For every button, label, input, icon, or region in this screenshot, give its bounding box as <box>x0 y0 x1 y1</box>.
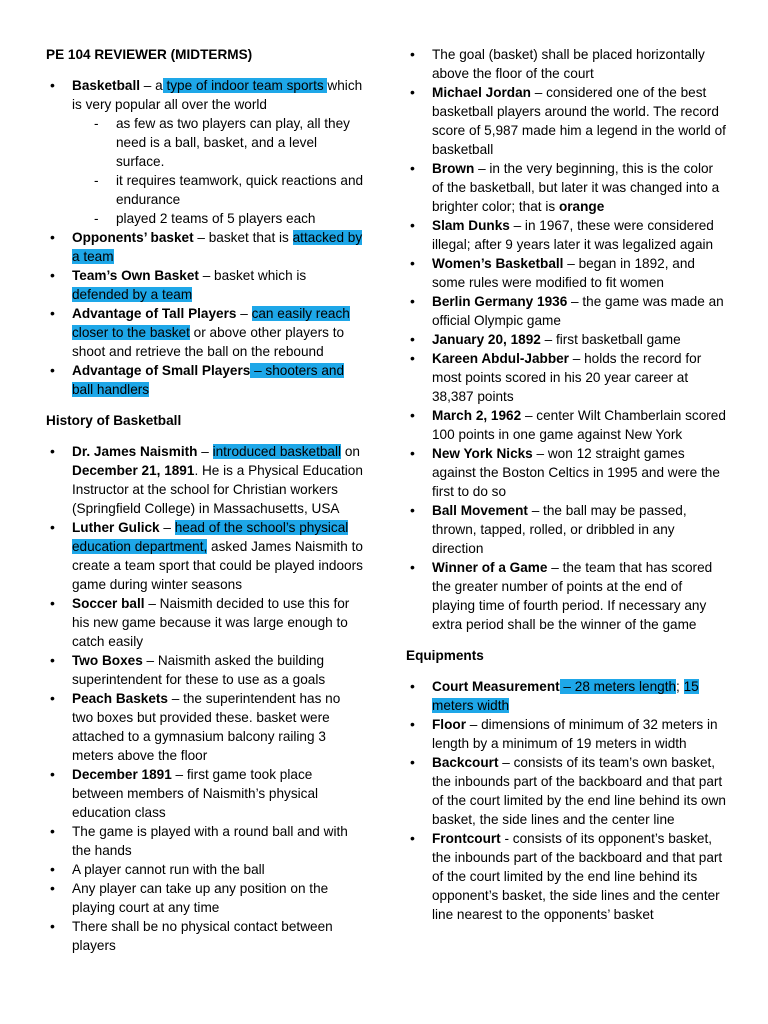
list-item <box>46 689 364 765</box>
body-text: – first game took place between members of Naismith’s physical education class <box>72 767 319 820</box>
list-item <box>406 349 726 406</box>
sub-list-item: - it requires teamwork, quick reactions and endurance <box>94 171 364 209</box>
body-text: The game is played with a round ball and with the hands <box>72 824 348 858</box>
bold-term: Team’s Own Basket <box>72 268 199 283</box>
body-text: – the ball may be passed, thrown, tapped, rolled, or dribbled in any direction <box>432 503 687 556</box>
body-text: – a <box>140 78 163 93</box>
highlighted-text: 15 meters width <box>432 679 699 713</box>
body-text: asked James Naismith to create a team sport that could be played indoors game during winter seasons <box>72 539 363 592</box>
list-item <box>406 159 726 216</box>
right-column <box>406 0 726 924</box>
bold-term: Backcourt <box>432 755 499 770</box>
intro-list <box>46 76 364 399</box>
list-item <box>406 216 726 254</box>
highlighted-text: defended by a team <box>72 287 193 302</box>
list-item <box>406 254 726 292</box>
list-item <box>406 677 726 715</box>
rules-list <box>406 45 726 634</box>
list-item <box>46 917 364 955</box>
body-text: – basket that is <box>193 230 293 245</box>
list-item <box>46 594 364 651</box>
left-column <box>46 0 364 955</box>
body-text: Any player can take up any position on the playing court at any time <box>72 881 329 915</box>
body-text: – first basketball game <box>540 332 681 347</box>
bold-term: Two Boxes <box>72 653 143 668</box>
body-text: – the superintendent has no two boxes but provided these. basket were attached to a gymnasium balcony railing 3 meters above the floor <box>72 691 341 763</box>
sub-list-item: - as few as two players can play, all they need is a ball, basket, and a level surface. <box>94 114 364 171</box>
list-item <box>46 304 364 361</box>
list-item <box>406 753 726 829</box>
bold-term: Women’s Basketball <box>432 256 564 271</box>
bold-term: Advantage of Small Players <box>72 363 251 378</box>
bold-term: New York Nicks <box>432 446 533 461</box>
body-text: – Naismith asked the building superintendent for these to use as a goals <box>72 653 326 687</box>
list-item <box>46 76 364 228</box>
body-text: – considered one of the best basketball players around the world. The record score of 5,987 made him a legend in the world of basketball <box>432 85 726 157</box>
sub-list-item: - played 2 teams of 5 players each <box>94 209 364 228</box>
bold-term: Basketball <box>72 78 141 93</box>
bold-term: Winner of a Game <box>432 560 548 575</box>
bold-term: Court Measurement <box>432 679 560 694</box>
body-text: – the team that has scored the greater number of points at the end of playing time of fourth period. If necessary any extra period shall be the winner of the game <box>432 560 713 632</box>
body-text: A player cannot run with the ball <box>72 862 265 877</box>
body-text: or above other players to shoot and retrieve the ball on the rebound <box>72 325 345 359</box>
list-item <box>406 444 726 501</box>
list-item <box>406 83 726 159</box>
bold-term: Opponents’ basket <box>72 230 194 245</box>
sub-list <box>72 114 364 228</box>
bold-term: orange <box>558 199 605 214</box>
body-text: – dimensions of minimum of 32 meters in length by a minimum of 19 meters in width <box>432 717 718 751</box>
body-text: The goal (basket) shall be placed horizontally above the floor of the court <box>432 47 705 81</box>
highlighted-text: attacked by a team <box>72 230 363 264</box>
equipments-heading: Equipments <box>406 648 484 663</box>
highlighted-text: can easily reach closer to the basket <box>72 306 350 340</box>
body-text: - consists of its opponent’s basket, the inbounds part of the backboard and that part of the court limited by the end line behind its opponent’s basket, the side lines and the center line nearest to the opponents’ basket <box>432 831 723 922</box>
body-text: – basket which is <box>198 268 307 283</box>
body-text: – won 12 straight games against the Boston Celtics in 1995 and were the first to do so <box>432 446 720 499</box>
body-text: – <box>236 306 252 321</box>
bold-term: Peach Baskets <box>72 691 168 706</box>
history-list <box>46 442 364 955</box>
list-item <box>406 330 726 349</box>
list-item <box>46 266 364 304</box>
body-text: – the game was made an official Olympic game <box>432 294 724 328</box>
list-item <box>46 228 364 266</box>
body-text: . He is a Physical Education Instructor at the school for Christian workers (Springfield College) in Massachusetts, USA <box>72 463 363 516</box>
history-heading: History of Basketball <box>46 413 182 428</box>
bold-term: Ball Movement <box>432 503 528 518</box>
list-item <box>406 292 726 330</box>
highlighted-text: type of indoor team sports <box>162 78 328 93</box>
body-text: – center Wilt Chamberlain scored 100 points in one game against New York <box>432 408 726 442</box>
list-item <box>46 651 364 689</box>
bold-term: Frontcourt <box>432 831 501 846</box>
list-item <box>46 822 364 860</box>
bold-term: Brown <box>432 161 475 176</box>
list-item <box>46 442 364 518</box>
body-text: – began in 1892, and some rules were modified to fit women <box>432 256 695 290</box>
list-item <box>406 45 726 83</box>
list-item <box>46 765 364 822</box>
bold-term: Kareen Abdul-Jabber <box>432 351 569 366</box>
list-item <box>406 406 726 444</box>
body-text: – in 1967, these were considered illegal; after 9 years later it was legalized again <box>432 218 714 252</box>
body-text: There shall be no physical contact between players <box>72 919 333 953</box>
equipments-list <box>406 677 726 924</box>
list-item <box>406 501 726 558</box>
body-text: – in the very beginning, this is the color of the basketball, but later it was changed into a brighter color; that is <box>432 161 720 214</box>
list-item <box>46 518 364 594</box>
list-item <box>46 361 364 399</box>
bold-term: Michael Jordan <box>432 85 531 100</box>
bold-term: December 1891 <box>72 767 172 782</box>
bold-term: Berlin Germany 1936 <box>432 294 568 309</box>
list-item <box>46 860 364 879</box>
body-text: ; <box>676 679 684 694</box>
body-text: – holds the record for most points scored in his 20 year career at 38,387 points <box>432 351 702 404</box>
bold-term: Slam Dunks <box>432 218 510 233</box>
highlighted-text: head of the school’s physical education department, <box>72 520 349 554</box>
body-text: – <box>197 444 213 459</box>
list-item <box>46 879 364 917</box>
body-text: – <box>159 520 175 535</box>
bold-term: December 21, 1891 <box>72 463 195 478</box>
bold-term: Dr. James Naismith <box>72 444 198 459</box>
bold-term: Advantage of Tall Players <box>72 306 237 321</box>
highlighted-text: – shooters and ball handlers <box>72 363 345 397</box>
bold-term: Floor <box>432 717 466 732</box>
list-item <box>406 558 726 634</box>
bold-term: March 2, 1962 <box>432 408 522 423</box>
document-title: PE 104 REVIEWER (MIDTERMS) <box>46 47 253 62</box>
body-text: – Naismith decided to use this for his new game because it was large enough to catch easily <box>72 596 350 649</box>
body-text: on <box>341 444 360 459</box>
highlighted-text: – 28 meters length <box>559 679 677 694</box>
bold-term: Soccer ball <box>72 596 145 611</box>
body-text: – consists of its team’s own basket, the inbounds part of the backboard and that part of the court limited by the end line behind its own basket, the side lines and the center line <box>432 755 726 827</box>
highlighted-text: introduced basketball <box>212 444 342 459</box>
list-item <box>406 829 726 924</box>
body-text: which is very popular all over the world <box>72 78 363 112</box>
bold-term: January 20, 1892 <box>432 332 541 347</box>
bold-term: Luther Gulick <box>72 520 160 535</box>
list-item <box>406 715 726 753</box>
